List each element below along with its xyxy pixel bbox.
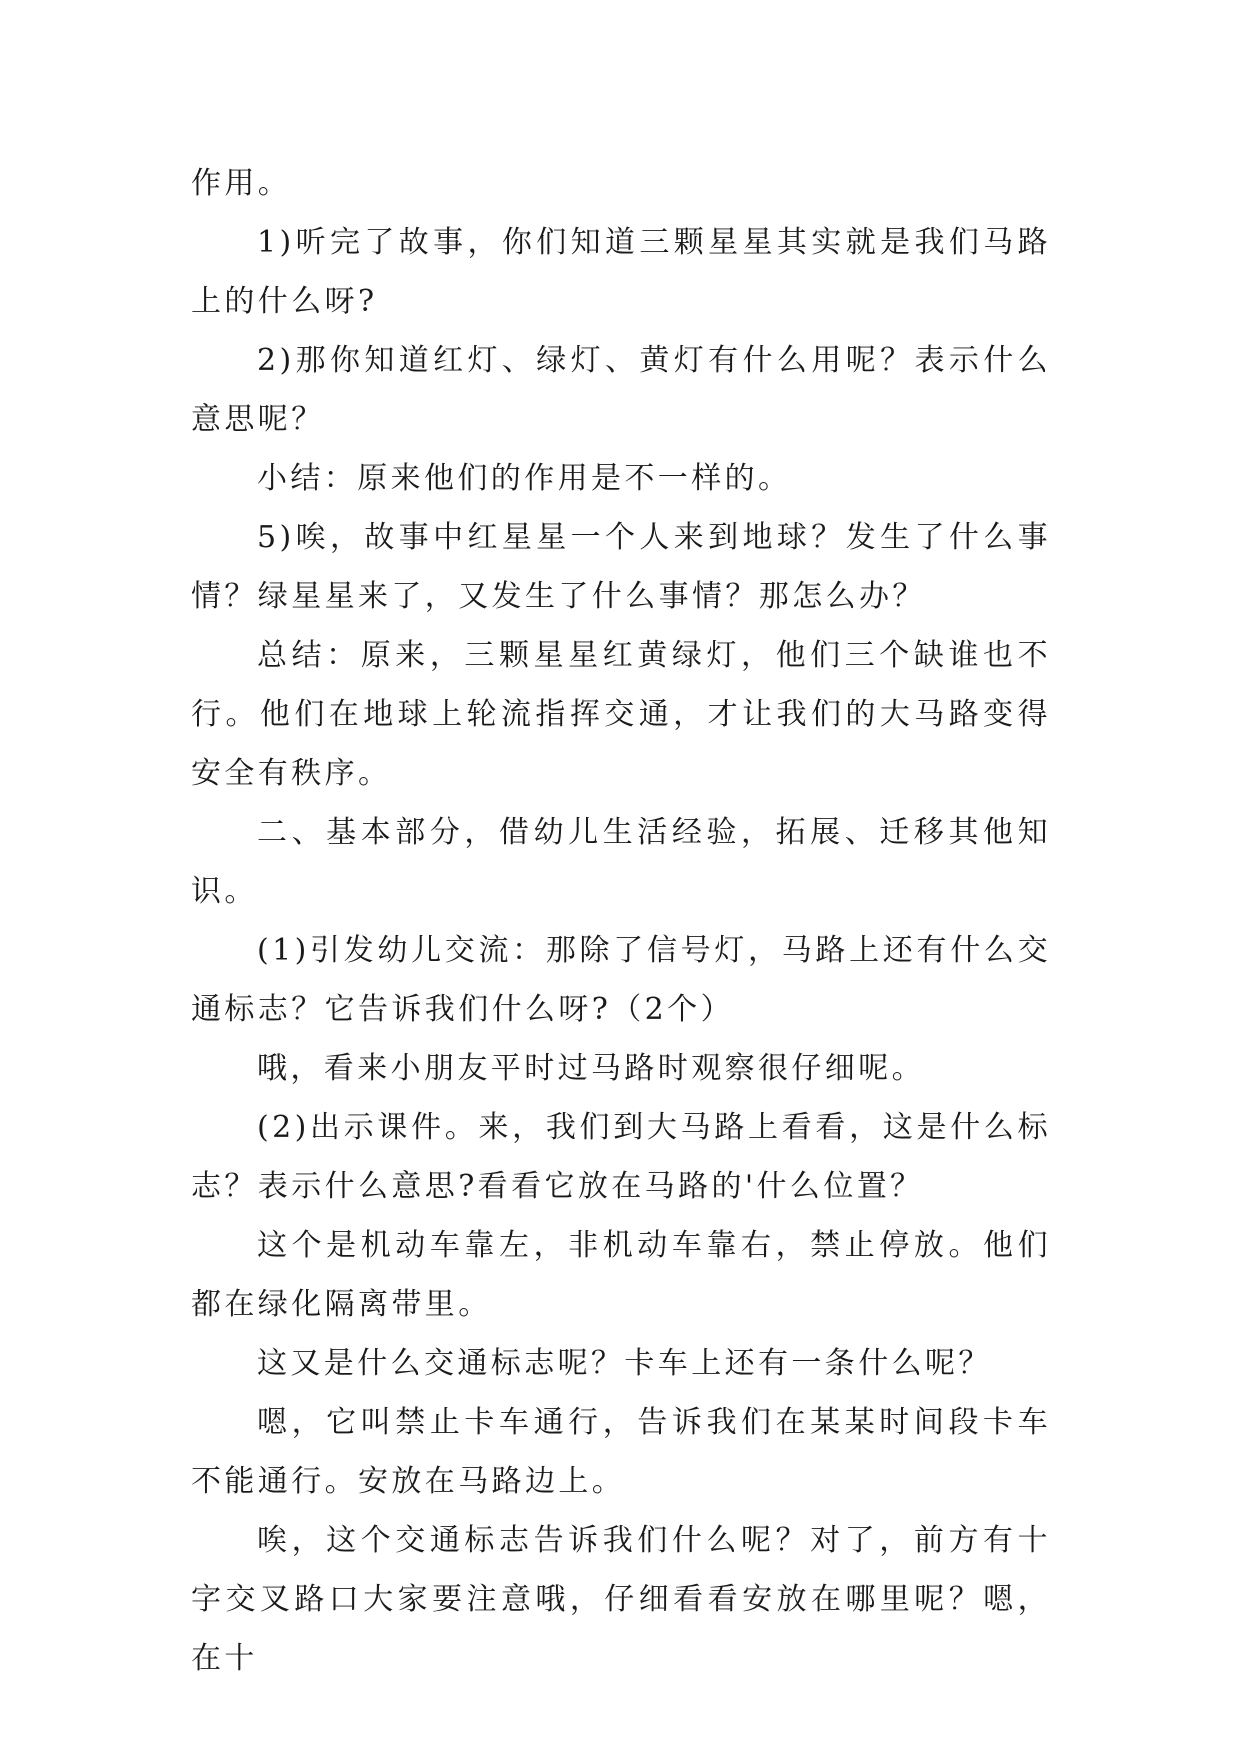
document-body	[191, 154, 1051, 1688]
paragraph-11: 这个是机动车靠左，非机动车靠右，禁止停放。他们都在绿化隔离带里。	[191, 1228, 1051, 1322]
paragraph-12: 这又是什么交通标志呢？卡车上还有一条什么呢？	[257, 1346, 992, 1381]
paragraph-4: 小结：原来他们的作用是不一样的。	[257, 461, 792, 496]
paragraph-3: 2)那你知道红灯、绿灯、黄灯有什么用呢？表示什么意思呢？	[191, 343, 1051, 437]
paragraph-8: (1)引发幼儿交流：那除了信号灯，马路上还有什么交通标志？它告诉我们什么呀?（2个）	[191, 933, 1051, 1027]
paragraph-1: 作用。	[191, 166, 292, 201]
paragraph-6: 总结：原来，三颗星星红黄绿灯，他们三个缺谁也不行。他们在地球上轮流指挥交通，才让我们的大马路变得安全有秩序。	[191, 638, 1051, 791]
paragraph-2: 1)听完了故事，你们知道三颗星星其实就是我们马路上的什么呀?	[191, 225, 1051, 319]
paragraph-7: 二、基本部分，借幼儿生活经验，拓展、迁移其他知识。	[191, 815, 1051, 909]
paragraph-13: 嗯，它叫禁止卡车通行，告诉我们在某某时间段卡车不能通行。安放在马路边上。	[191, 1405, 1051, 1499]
paragraph-5: 5)唉，故事中红星星一个人来到地球？发生了什么事情？绿星星来了，又发生了什么事情？那怎么办？	[191, 520, 1051, 614]
paragraph-10: (2)出示课件。来，我们到大马路上看看，这是什么标志？表示什么意思?看看它放在马路的'什么位置？	[191, 1110, 1051, 1204]
paragraph-14: 唉，这个交通标志告诉我们什么呢？对了，前方有十字交叉路口大家要注意哦，仔细看看安放在哪里呢？嗯，在十	[191, 1523, 1051, 1676]
paragraph-9: 哦，看来小朋友平时过马路时观察很仔细呢。	[257, 1051, 925, 1086]
